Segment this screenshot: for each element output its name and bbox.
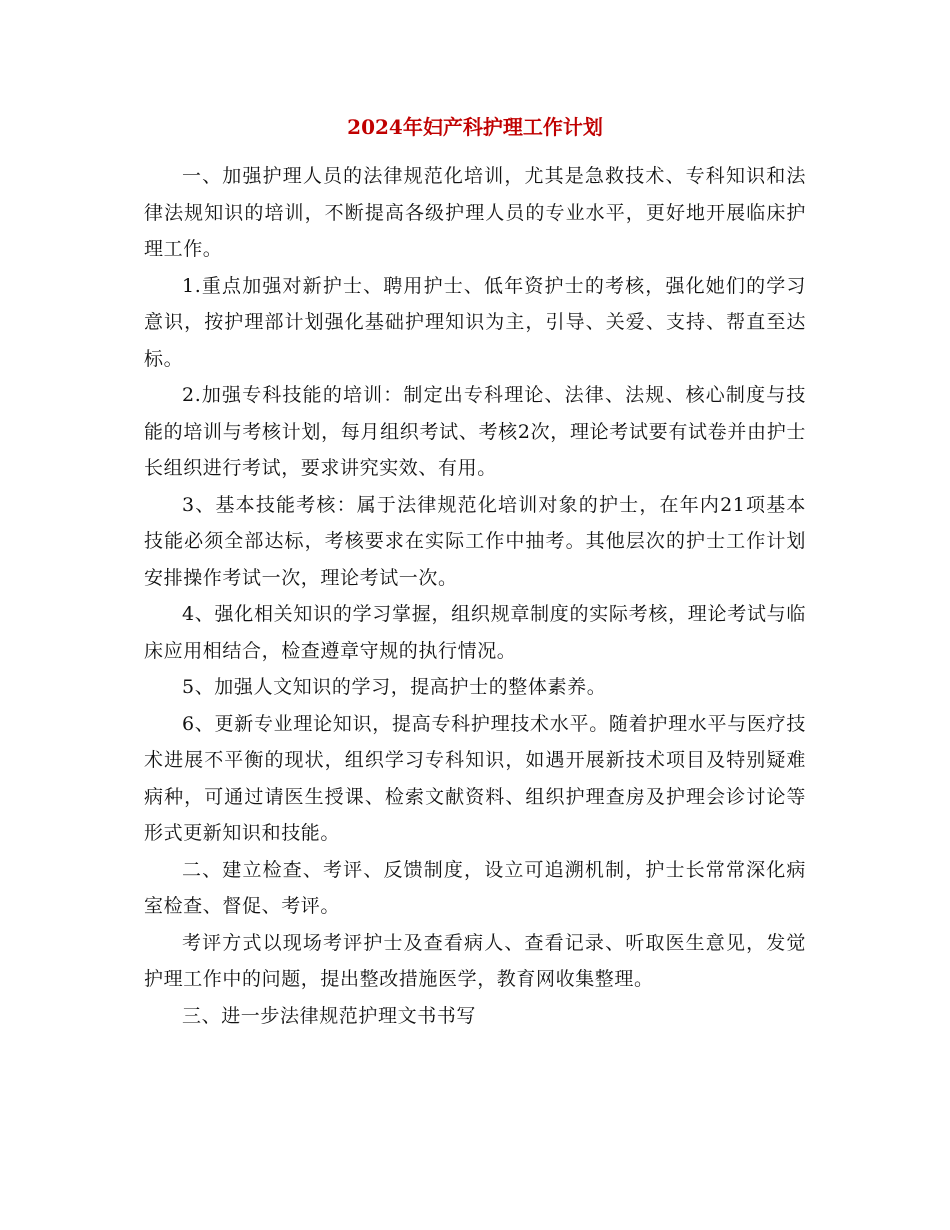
paragraph-4: 3、基本技能考核：属于法律规范化培训对象的护士，在年内21项基本技能必须全部达标，考核要求在实际工作中抽考。其他层次的护士工作计划安排操作考试一次，理论考试一次。 [144, 493, 806, 589]
paragraph-8: 二、建立检查、考评、反馈制度，设立可追溯机制，护士长常常深化病室检查、督促、考评。 [144, 858, 806, 917]
paragraph-3: 2.加强专科技能的培训：制定出专科理论、法律、法规、核心制度与技能的培训与考核计划，每月组织考试、考核2次，理论考试要有试卷并由护士长组织进行考试，要求讲究实效、有用。 [144, 384, 806, 479]
paragraph-5: 4、强化相关知识的学习掌握，组织规章制度的实际考核，理论考试与临床应用相结合，检查遵章守规的执行情况。 [144, 603, 806, 662]
paragraph-9: 考评方式以现场考评护士及查看病人、查看记录、听取医生意见，发觉护理工作中的问题，提出整改措施医学，教育网收集整理。 [144, 931, 806, 990]
paragraph-1: 一、加强护理人员的法律规范化培训，尤其是急救技术、专科知识和法律法规知识的培训，不断提高各级护理人员的专业水平，更好地开展临床护理工作。 [144, 165, 806, 260]
paragraph-2: 1.重点加强对新护士、聘用护士、低年资护士的考核，强化她们的学习意识，按护理部计划强化基础护理知识为主，引导、关爱、支持、帮直至达标。 [144, 274, 806, 370]
paragraph-7: 6、更新专业理论知识，提高专科护理技术水平。随着护理水平与医疗技术进展不平衡的现状，组织学习专科知识，如遇开展新技术项目及特别疑难病种，可通过请医生授课、检索文献资料、组织护理查房及护理会诊讨论等形式更新知识和技能。 [144, 712, 806, 844]
document-title: 2024年妇产科护理工作计划 [347, 115, 603, 139]
paragraph-10: 三、进一步法律规范护理文书书写 [182, 1004, 477, 1027]
document-body [144, 158, 806, 1034]
paragraph-6: 5、加强人文知识的学习，提高护士的整体素养。 [182, 676, 607, 698]
